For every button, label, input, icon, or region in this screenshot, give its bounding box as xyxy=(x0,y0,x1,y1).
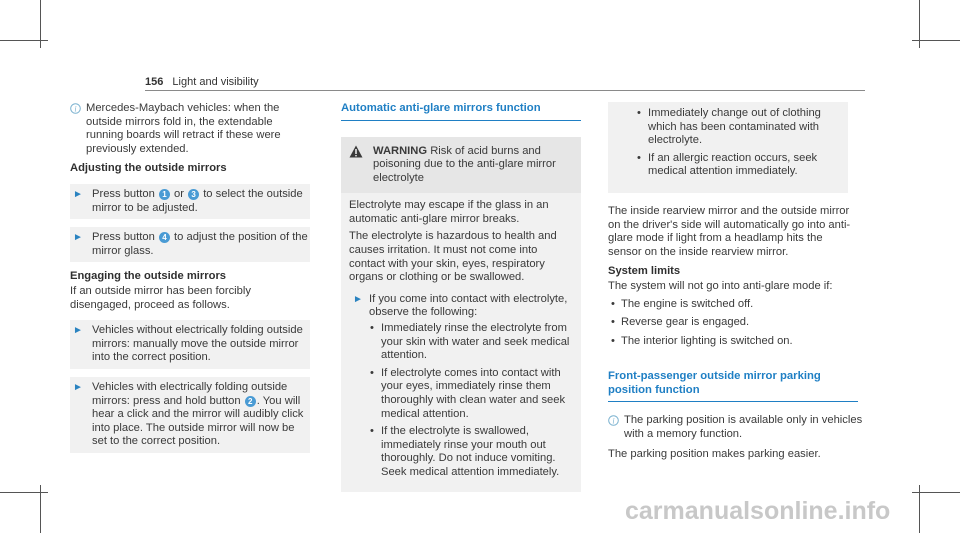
step-text-part: to adjust the position of the mirror glass. xyxy=(92,231,308,257)
step-text-part: Press button xyxy=(92,187,155,200)
warning-body xyxy=(341,193,581,491)
button-2-badge: 2 xyxy=(245,396,256,407)
watermark-text: carmanualsonline.info xyxy=(625,497,891,525)
step-text-part: Vehicles with electrically folding outside mirrors: press and hold button xyxy=(92,380,288,407)
info-icon xyxy=(608,414,624,441)
crop-mark xyxy=(912,40,960,41)
step-text-part: You will hear a click and the mirror will audibly click into place. The outside mirror will now be set to the correct position. xyxy=(92,394,304,448)
warning-paragraph: The electrolyte is hazardous to health and causes irritation. It must not come into contact with your skin, eyes, respiratory organs or clothing or be swallowed. xyxy=(349,230,557,284)
warning-step-text: If you come into contact with electrolyte, observe the following: xyxy=(369,292,568,319)
crop-mark xyxy=(0,40,48,41)
button-3-badge: 3 xyxy=(188,189,199,200)
page-number: 156 xyxy=(145,76,164,88)
step-arrow-icon: ► xyxy=(73,232,83,244)
warning-bullet-list xyxy=(369,322,573,480)
step-arrow-icon: ► xyxy=(73,325,83,337)
step-text-part: Press button xyxy=(92,231,155,244)
step-text xyxy=(92,231,310,258)
step-item xyxy=(70,377,310,453)
step-text: Vehicles without electrically folding outside mirrors: manually move the outside mirror into the correct position. xyxy=(92,324,303,364)
page-header xyxy=(145,76,259,90)
list-item: • If electrolyte comes into contact with your eyes, immediately rinse them thoroughly with clean water and seek medical attention. xyxy=(369,367,573,421)
warning-title xyxy=(373,145,573,186)
warning-box-continued xyxy=(608,102,848,193)
button-4-badge: 4 xyxy=(159,232,170,243)
warning-paragraph: Electrolyte may escape if the glass in an automatic anti-glare mirror breaks. xyxy=(349,199,549,225)
warning-header xyxy=(341,137,581,194)
info-icon xyxy=(70,102,86,156)
heading-system-limits: System limits xyxy=(608,265,681,278)
list-item: • Reverse gear is engaged. xyxy=(608,316,868,330)
column-middle xyxy=(341,102,581,492)
page-section-title: Light and visibility xyxy=(172,76,259,88)
heading-adjusting: Adjusting the outside mirrors xyxy=(70,162,227,175)
step-text: Vehicles with electrically folding outside mirrors: press and hold button 2 . You will hear a click and the mirror will audibly click into place. The outside mirror will now be set to the correct position. xyxy=(92,380,304,448)
crop-mark xyxy=(0,492,48,493)
step-arrow-icon: ► xyxy=(73,188,83,200)
step-text-part: or xyxy=(174,187,184,200)
paragraph: The parking position makes parking easier. xyxy=(608,447,821,460)
step-arrow-icon: ► xyxy=(73,381,83,393)
list-item: • If an allergic reaction occurs, seek medical attention immediately. xyxy=(636,152,840,179)
step-text-part: to select the outside mirror to be adjusted. xyxy=(92,187,303,214)
info-note xyxy=(70,102,310,156)
limits-list xyxy=(608,298,868,349)
section-title-anti-glare: Automatic anti-glare mirrors function xyxy=(341,102,581,121)
list-item: • Immediately change out of clothing which has been contaminated with electrolyte. xyxy=(636,107,840,148)
column-left xyxy=(70,102,310,461)
header-rule xyxy=(145,90,865,91)
step-item xyxy=(70,227,310,262)
svg-text:i: i xyxy=(74,104,77,114)
paragraph: The inside rearview mirror and the outside mirror on the driver's side will automatically go into anti-glare mode if light from a headlamp hits the sensor on the inside rearview mirror. xyxy=(608,204,851,258)
section-title-parking-position: Front-passenger outside mirror parking position function xyxy=(608,370,858,402)
info-note xyxy=(608,414,868,441)
warning-bullet-list xyxy=(636,105,840,183)
paragraph: The system will not go into anti-glare mode if: xyxy=(608,279,833,292)
paragraph: If an outside mirror has been forcibly disengaged, proceed as follows. xyxy=(70,284,251,311)
step-arrow-icon: ► xyxy=(353,293,363,305)
step-item xyxy=(70,184,310,219)
step-text xyxy=(92,188,310,215)
warning-title-text: Risk of acid burns and poisoning due to the anti-glare mirror electrolyte xyxy=(373,144,556,184)
warning-triangle-icon xyxy=(349,145,373,186)
warning-label: WARNING xyxy=(373,144,428,157)
step-item xyxy=(70,320,310,369)
info-note-text: Mercedes-Maybach vehicles: when the outside mirrors fold in, the extendable running boards will retract if these were previously extended. xyxy=(86,102,281,155)
button-1-badge: 1 xyxy=(159,189,170,200)
crop-mark xyxy=(912,492,960,493)
list-item: • Immediately rinse the electrolyte from your skin with water and seek medical attention. xyxy=(369,322,573,363)
column-right xyxy=(608,102,868,465)
list-item: • The interior lighting is switched on. xyxy=(608,335,868,349)
list-item: • If the electrolyte is swallowed, immediately rinse your mouth out thoroughly. Do not induce vomiting. Seek medical attention immediately. xyxy=(369,425,573,479)
heading-engaging: Engaging the outside mirrors xyxy=(70,270,227,283)
svg-text:i: i xyxy=(612,416,615,426)
warning-step xyxy=(349,293,573,484)
info-note-text: The parking position is available only in vehicles with a memory function. xyxy=(624,414,863,440)
warning-box xyxy=(341,137,581,492)
list-item: • The engine is switched off. xyxy=(608,298,868,312)
